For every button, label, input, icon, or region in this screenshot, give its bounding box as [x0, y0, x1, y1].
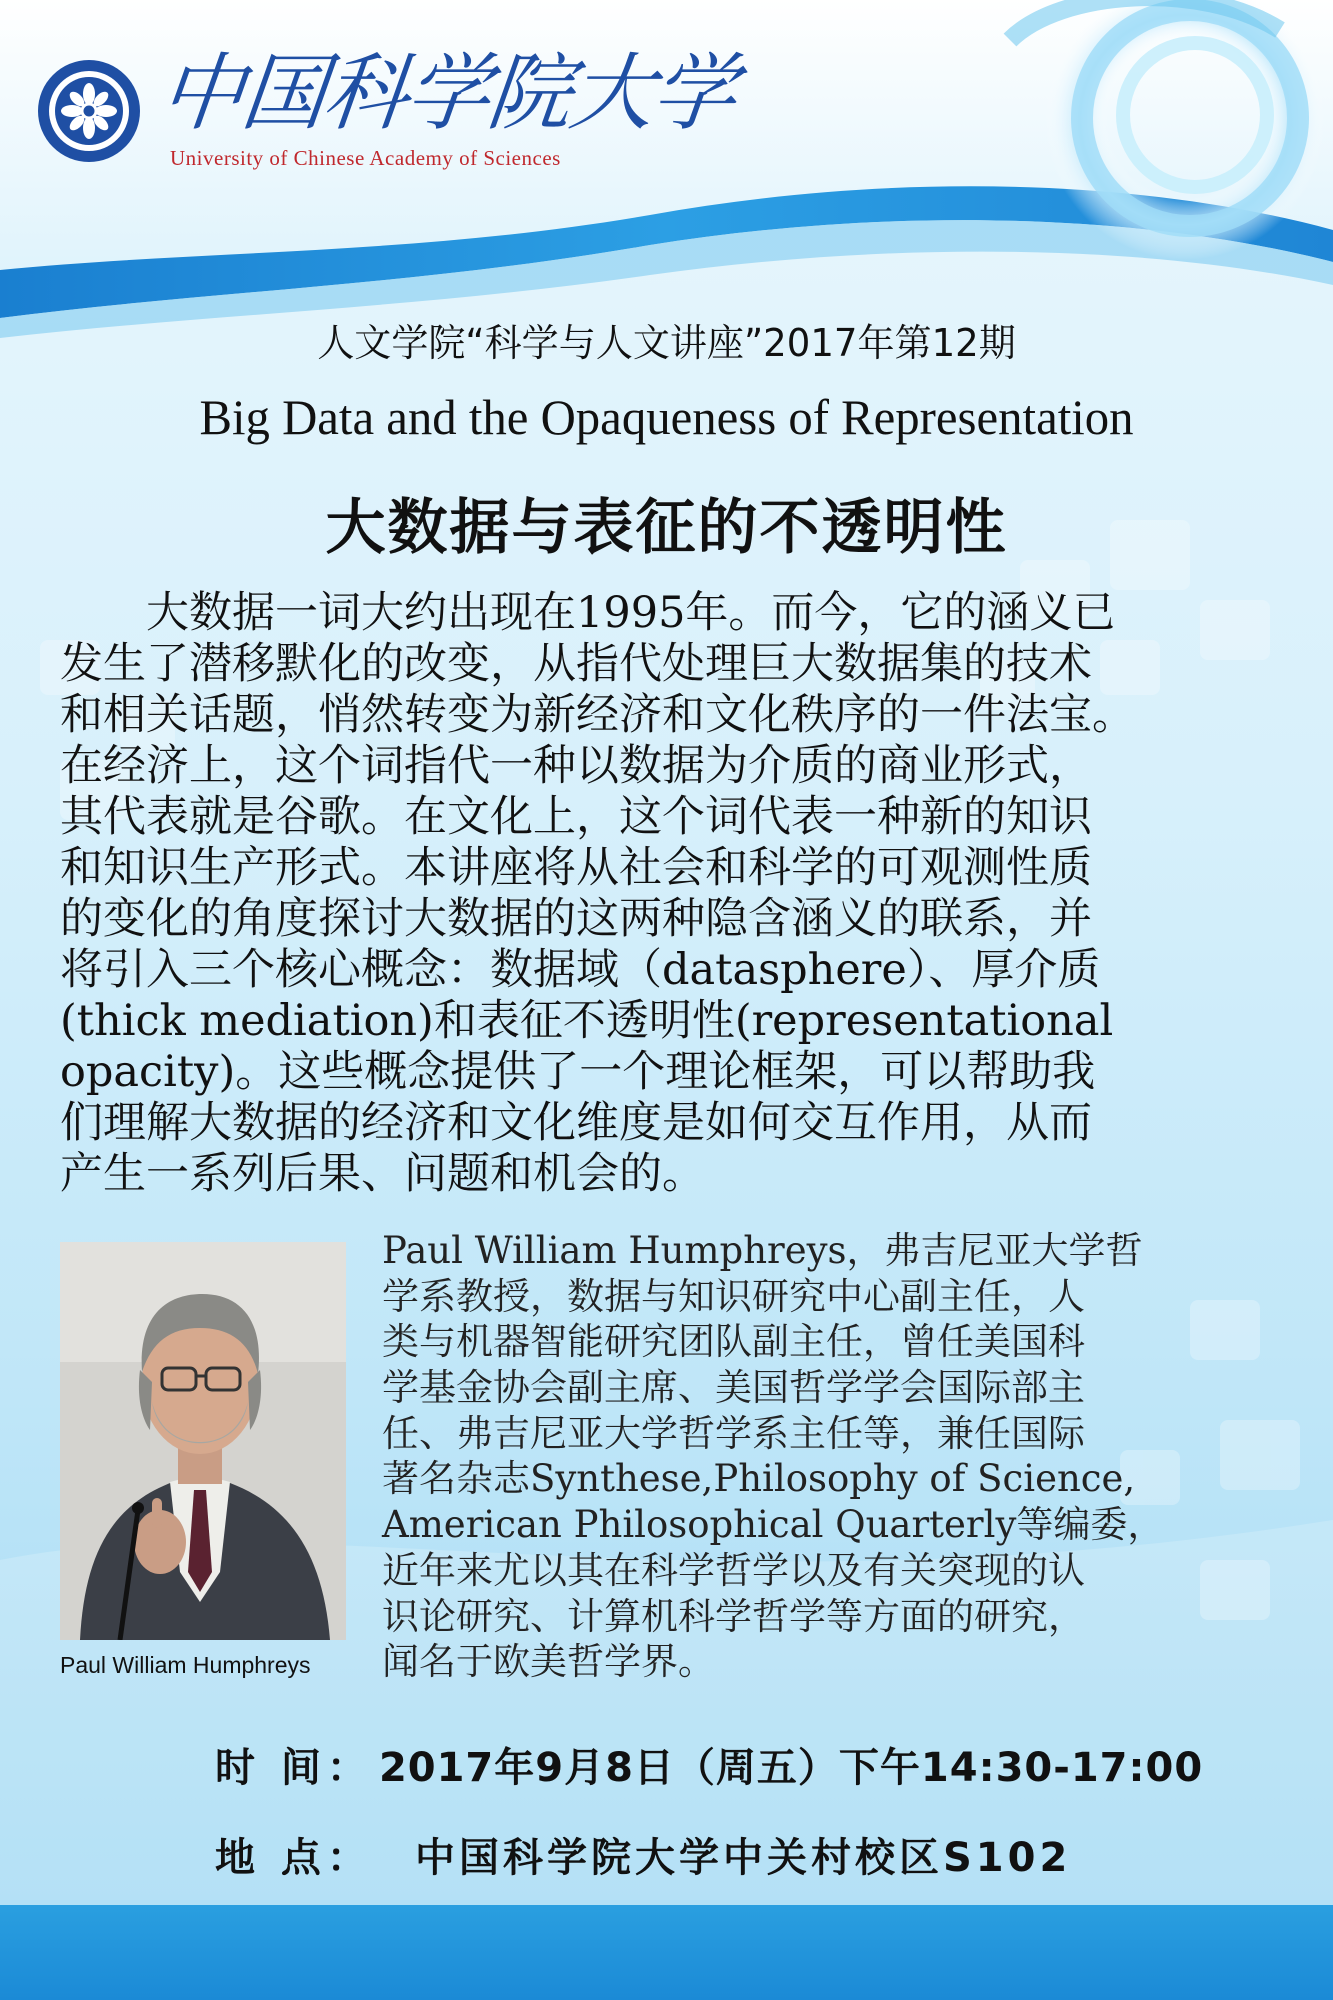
bottom-band — [0, 1905, 1333, 2000]
abstract-line: 和相关话题，悄然转变为新经济和文化秩序的一件法宝。 — [60, 690, 1135, 740]
place-label: 地 点： — [215, 1835, 373, 1881]
place-value: 中国科学院大学中关村校区S102 — [415, 1835, 1072, 1881]
time-value: 2017年9月8日（周五）下午14:30-17:00 — [378, 1745, 1204, 1791]
abstract-line: 大数据一词大约出现在1995年。而今，它的涵义已 — [60, 588, 1116, 638]
bio-line: 学基金协会副主席、美国哲学学会国际部主 — [382, 1366, 1085, 1410]
abstract-paragraph — [60, 588, 1300, 1200]
speaker-bio — [382, 1228, 1302, 1685]
abstract-line: 发生了潜移默化的改变，从指代处理巨大数据集的技术 — [60, 639, 1092, 689]
university-name-cn: 中国科学院大学 — [154, 44, 740, 142]
speaker-photo-caption: Paul William Humphreys — [60, 1652, 311, 1678]
bio-line: American Philosophical Quarterly等编委， — [382, 1503, 1165, 1547]
lecture-series-title: 人文学院“科学与人文讲座”2017年第12期 — [317, 321, 1016, 365]
abstract-line: 们理解大数据的经济和文化维度是如何交互作用，从而 — [60, 1098, 1092, 1148]
bio-line: Paul William Humphreys，弗吉尼亚大学哲 — [382, 1229, 1143, 1272]
speaker-photo — [60, 1242, 346, 1640]
university-seal-logo — [36, 58, 142, 164]
abstract-line: 和知识生产形式。本讲座将从社会和科学的可观测性质 — [60, 843, 1092, 893]
bio-line: 著名杂志Synthese,Philosophy of Science, — [382, 1457, 1136, 1501]
bio-line: 闻名于欧美哲学界。 — [382, 1640, 715, 1684]
abstract-line: opacity)。这些概念提供了一个理论框架，可以帮助我 — [60, 1047, 1096, 1097]
lecture-title-chinese: 大数据与表征的不透明性 — [325, 493, 1008, 563]
abstract-line: 产生一系列后果、问题和机会的。 — [60, 1149, 705, 1199]
bio-line: 近年来尤以其在科学哲学以及有关突现的认 — [382, 1548, 1085, 1592]
abstract-line: 在经济上，这个词指代一种以数据为介质的商业形式， — [60, 741, 1092, 791]
speaker-portrait-illustration — [60, 1242, 346, 1640]
abstract-line: (thick mediation)和表征不透明性(representational — [60, 996, 1114, 1046]
time-label: 时 间： — [215, 1745, 373, 1791]
abstract-line: 的变化的角度探讨大数据的这两种隐含涵义的联系，并 — [60, 894, 1092, 944]
event-place — [215, 1826, 1071, 1883]
bio-line: 类与机器智能研究团队副主任，曾任美国科 — [382, 1320, 1085, 1364]
event-time — [215, 1736, 1203, 1793]
lecture-title-english: Big Data and the Opaqueness of Representation — [199, 389, 1134, 445]
university-name-en: University of Chinese Academy of Sciences — [170, 146, 561, 170]
bio-line: 学系教授，数据与知识研究中心副主任，人 — [382, 1274, 1085, 1318]
bio-line: 识论研究、计算机科学哲学等方面的研究， — [382, 1594, 1085, 1638]
bio-line: 任、弗吉尼亚大学哲学系主任等，兼任国际 — [382, 1411, 1085, 1455]
abstract-line: 将引入三个核心概念：数据域（datasphere）、厚介质 — [60, 945, 1101, 995]
abstract-line: 其代表就是谷歌。在文化上，这个词代表一种新的知识 — [60, 792, 1092, 842]
